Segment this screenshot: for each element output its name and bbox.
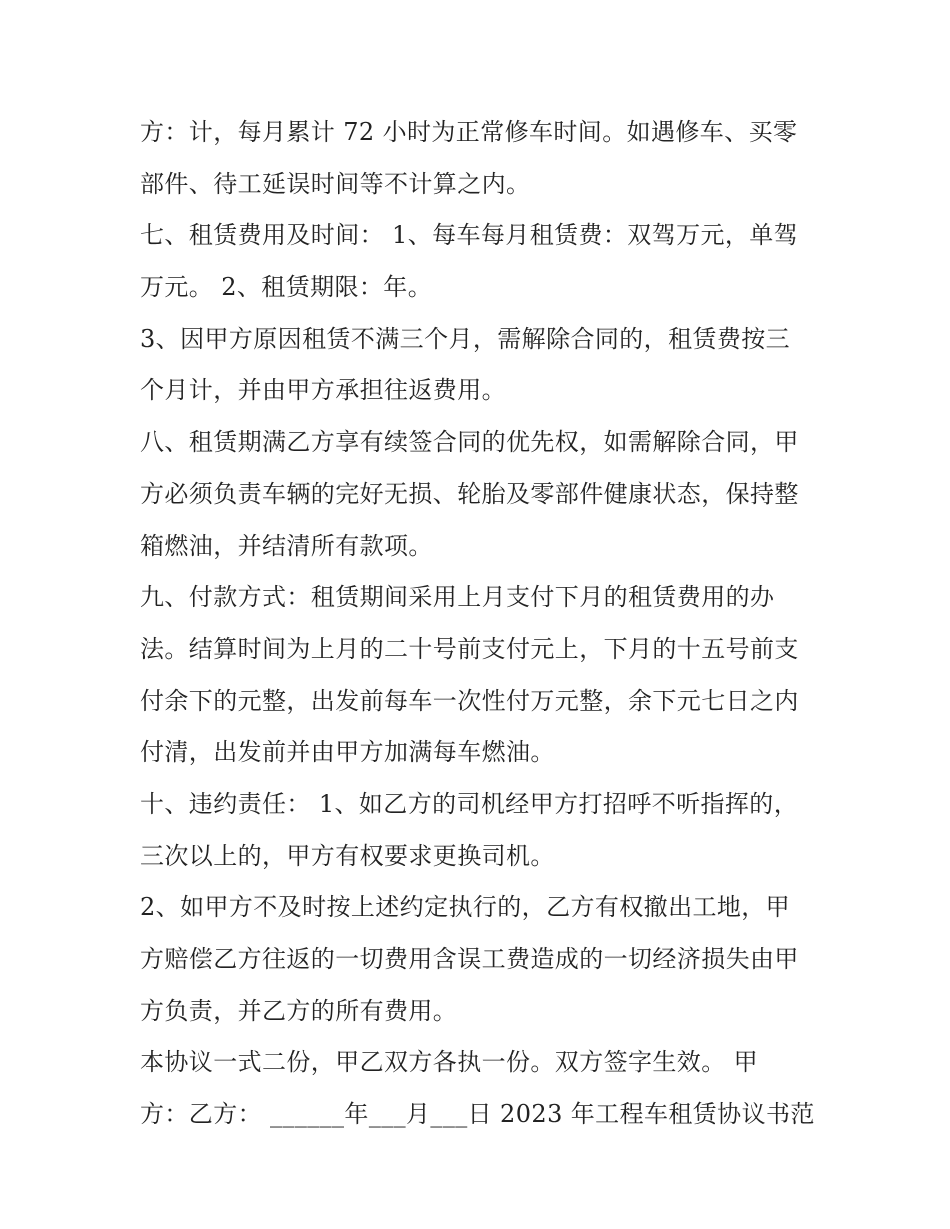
text-line: 3、因甲方原因租赁不满三个月，需解除合同的，租赁费按三 bbox=[140, 324, 791, 353]
text-line: 方必须负责车辆的完好无损、轮胎及零部件健康状态，保持整 bbox=[140, 479, 799, 508]
text-line: 部件、待工延误时间等不计算之内。 bbox=[140, 169, 531, 198]
text-line: 方：乙方： ______年___月___日 2023 年工程车租赁协议书范 bbox=[140, 1100, 815, 1129]
text-line: 付余下的元整，出发前每车一次性付万元整，余下元七日之内 bbox=[140, 686, 799, 715]
text-line: 方负责，并乙方的所有费用。 bbox=[140, 996, 458, 1025]
text-line: 付清，出发前并由甲方加满每车燃油。 bbox=[140, 738, 555, 767]
text-line: 法。结算时间为上月的二十号前支付元上，下月的十五号前支 bbox=[140, 634, 799, 663]
text-line: 万元。 2、租赁期限：年。 bbox=[140, 273, 433, 302]
text-line: 方：计，每月累计 72 小时为正常修车时间。如遇修车、买零 bbox=[140, 118, 798, 146]
text-line: 九、付款方式：租赁期间采用上月支付下月的租赁费用的办 bbox=[140, 583, 775, 612]
text-line: 十、违约责任： 1、如乙方的司机经甲方打招呼不听指挥的， bbox=[140, 789, 799, 818]
document-body bbox=[140, 107, 815, 1141]
text-line: 八、租赁期满乙方享有续签合同的优先权，如需解除合同，甲 bbox=[140, 428, 799, 457]
text-line: 箱燃油，并结清所有款项。 bbox=[140, 531, 433, 560]
text-line: 2、如甲方不及时按上述约定执行的，乙方有权撤出工地，甲 bbox=[140, 893, 791, 922]
text-line: 个月计，并由甲方承担往返费用。 bbox=[140, 376, 506, 405]
text-line: 方赔偿乙方往返的一切费用含误工费造成的一切经济损失由甲 bbox=[140, 945, 799, 973]
text-line: 本协议一式二份，甲乙双方各执一份。双方签字生效。 甲 bbox=[140, 1048, 759, 1077]
text-line: 七、租赁费用及时间： 1、每车每月租赁费：双驾万元，单驾 bbox=[140, 221, 799, 250]
text-line: 三次以上的，甲方有权要求更换司机。 bbox=[140, 841, 555, 870]
